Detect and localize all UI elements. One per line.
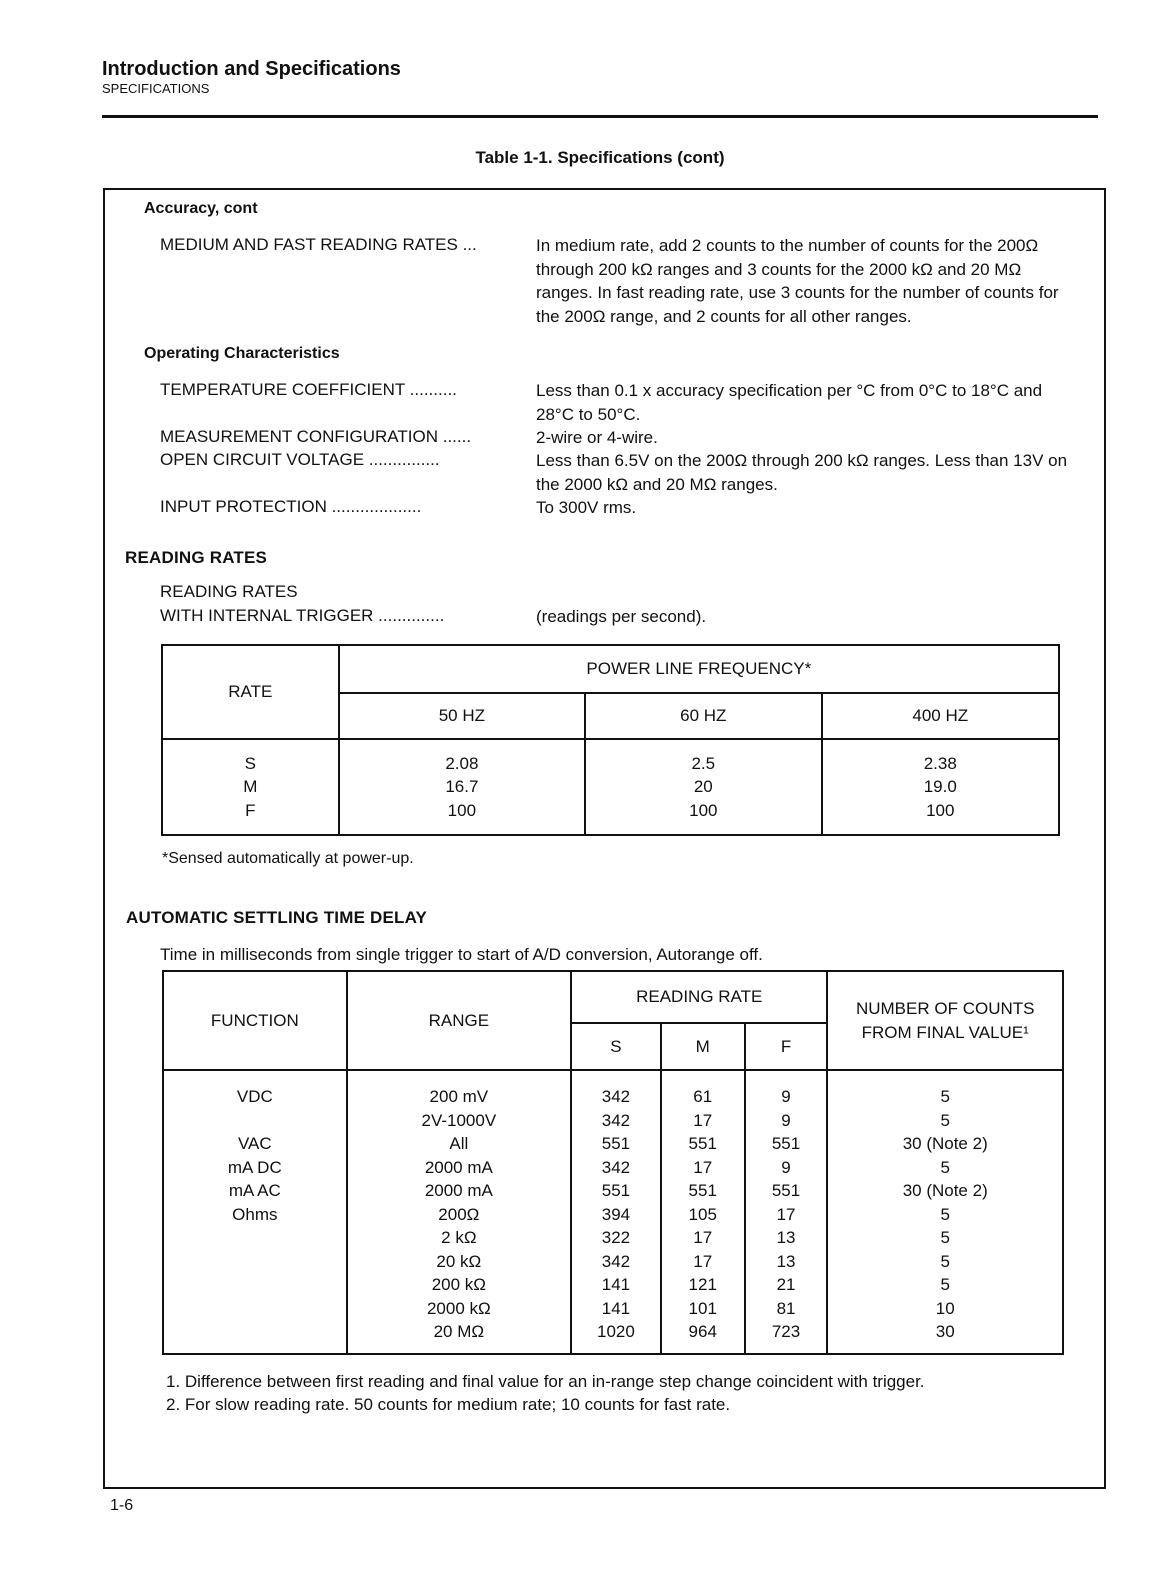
range-header: RANGE xyxy=(347,971,571,1070)
open-circuit-voltage-value: Less than 6.5V on the 200Ω through 200 kΩ ranges. Less than 13V on the 2000 kΩ and 20 MΩ ranges. xyxy=(536,451,1068,494)
rate-m-header: M xyxy=(661,1023,745,1070)
reading-rates-label-line2: WITH INTERNAL TRIGGER .............. xyxy=(160,606,445,625)
section-title: Introduction and Specifications xyxy=(102,58,401,80)
open-circuit-voltage-label: OPEN CIRCUIT VOLTAGE ............... xyxy=(160,450,440,469)
medium-fast-rates-label: MEDIUM AND FAST READING RATES ... xyxy=(160,235,477,254)
table-title: Table 1-1. Specifications (cont) xyxy=(475,148,725,167)
reading-rates-value: (readings per second). xyxy=(536,607,707,626)
section-subtitle: SPECIFICATIONS xyxy=(102,81,210,96)
operating-heading: Operating Characteristics xyxy=(144,345,340,362)
measurement-config-label: MEASUREMENT CONFIGURATION ...... xyxy=(160,427,472,446)
values-60hz: 2.5 20 100 xyxy=(585,739,821,835)
settling-heading: AUTOMATIC SETTLING TIME DELAY xyxy=(126,908,428,927)
input-protection-label: INPUT PROTECTION ................... xyxy=(160,497,422,516)
values-50hz: 2.08 16.7 100 xyxy=(339,739,585,835)
rate-values: S M F xyxy=(162,739,339,835)
range-column: 200 mV 2V-1000V All 2000 mA 2000 mA 200Ω 2 kΩ 20 kΩ 200 kΩ 2000 kΩ 20 MΩ xyxy=(347,1070,571,1354)
values-400hz: 2.38 19.0 100 xyxy=(822,739,1059,835)
page-number: 1-6 xyxy=(110,1497,134,1514)
counts-column: 5 5 30 (Note 2) 5 30 (Note 2) 5 5 5 5 10 30 xyxy=(827,1070,1063,1354)
settling-time-table xyxy=(162,970,1064,1355)
col-50hz-header: 50 HZ xyxy=(339,693,585,739)
power-line-frequency-header: POWER LINE FREQUENCY* xyxy=(339,645,1059,693)
reading-rates-label-line1: READING RATES xyxy=(160,582,298,601)
settling-intro: Time in milliseconds from single trigger to start of A/D conversion, Autorange off. xyxy=(160,945,763,964)
power-line-footnote: *Sensed automatically at power-up. xyxy=(162,850,414,867)
reading-rates-table xyxy=(161,644,1060,836)
temp-coefficient-label: TEMPERATURE COEFFICIENT .......... xyxy=(160,380,457,399)
accuracy-heading: Accuracy, cont xyxy=(144,200,258,217)
rate-f-header: F xyxy=(745,1023,828,1070)
f-rate-column: 9 9 551 9 551 17 13 13 21 81 723 xyxy=(745,1070,828,1354)
reading-rate-header: READING RATE xyxy=(571,971,827,1023)
col-60hz-header: 60 HZ xyxy=(585,693,821,739)
input-protection-value: To 300V rms. xyxy=(536,498,637,517)
settling-note-1: 1. Difference between first reading and final value for an in-range step change coincident with trigger. xyxy=(166,1372,925,1391)
col-400hz-header: 400 HZ xyxy=(822,693,1059,739)
reading-rates-heading: READING RATES xyxy=(125,548,268,567)
temp-coefficient-value: Less than 0.1 x accuracy specification per °C from 0°C to 18°C and 28°C to 50°C. xyxy=(536,381,1043,424)
s-rate-column: 342 342 551 342 551 394 322 342 141 141 1020 xyxy=(571,1070,661,1354)
header-divider xyxy=(102,115,1098,118)
function-column: VDC VAC mA DC mA AC Ohms xyxy=(163,1070,347,1354)
settling-note-2: 2. For slow reading rate. 50 counts for medium rate; 10 counts for fast rate. xyxy=(166,1395,731,1414)
counts-header: NUMBER OF COUNTS FROM FINAL VALUE¹ xyxy=(827,971,1063,1070)
rate-s-header: S xyxy=(571,1023,661,1070)
medium-fast-rates-value: In medium rate, add 2 counts to the number of counts for the 200Ω through 200 kΩ ranges and 3 counts for the 2000 kΩ and 20 MΩ ranges. In fast reading rate, use 3 counts for the number of counts for the 200Ω range, and 2 counts for all other ranges. xyxy=(536,236,1059,326)
m-rate-column: 61 17 551 17 551 105 17 17 121 101 964 xyxy=(661,1070,745,1354)
function-header: FUNCTION xyxy=(163,971,347,1070)
rate-header: RATE xyxy=(162,645,339,739)
measurement-config-value: 2-wire or 4-wire. xyxy=(536,428,658,447)
